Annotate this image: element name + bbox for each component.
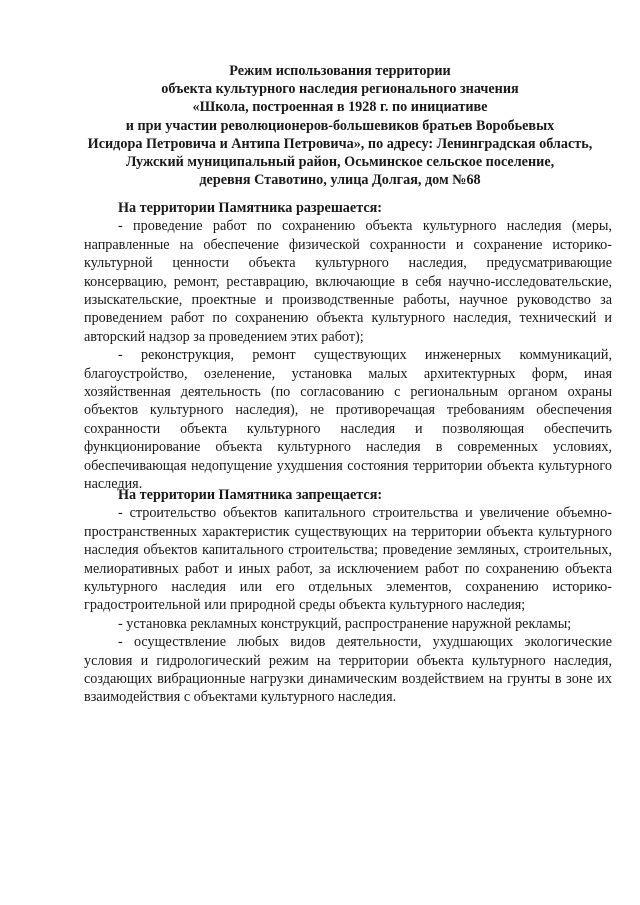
forbidden-item: - осуществление любых видов деятельности, ухудшающих экологические условия и гидрологический режим на территории объекта культурного наследия, создающих вибрационные нагрузки динамическим воздействием на грунты в зоне их взаимодействия с объектами культурного наследия. — [84, 634, 612, 706]
title-line: Режим использования территории — [229, 63, 451, 79]
allowed-section — [84, 199, 612, 494]
title-line: объекта культурного наследия регионального значения — [161, 81, 519, 98]
allowed-heading: На территории Памятника разрешается: — [118, 200, 383, 216]
title-line: «Школа, построенная в 1928 г. по инициативе — [192, 99, 488, 116]
title-line: Исидора Петровича и Антипа Петровича», по адресу: Ленинградская область, — [87, 135, 593, 152]
allowed-item: - реконструкция, ремонт существующих инженерных коммуникаций, благоустройство, озеленение, установка малых архитектурных форм, иная хозяйственная деятельность (по согласованию с региональным органом охраны объектов культурного наследия), не противоречащая требованиям обеспечения сохранности объекта культурного наследия и позволяющая обеспечить функционирование объекта культурного наследия в современных условиях, обеспечивающая недопущение ухудшения состояния территории объекта культурного наследия. — [84, 347, 612, 493]
forbidden-item: - строительство объектов капитального строительства и увеличение объемно-пространственных характеристик существующих на территории объекта культурного наследия объектов капитального строительства; проведение земляных, строительных, мелиоративных работ и иных работ, за исключением работ по сохранению объекта культурного наследия или его отдельных элементов, сохранению историко-градостроительной или природной среды объекта культурного наследия; — [84, 505, 612, 614]
title-line: и при участии революционеров-большевиков братьев Воробьевых — [125, 117, 555, 134]
forbidden-item: - установка рекламных конструкций, распространение наружной рекламы; — [118, 615, 572, 632]
document-title — [70, 62, 610, 189]
forbidden-section — [84, 486, 612, 707]
forbidden-heading: На территории Памятника запрещается: — [118, 487, 383, 503]
title-line: Лужский муниципальный район, Осьминское сельское поселение, — [125, 154, 555, 171]
allowed-item: - проведение работ по сохранению объекта культурного наследия (меры, направленные на обеспечение физической сохранности и сохранение историко-культурной ценности объекта культурного наследия, предусматривающие консервацию, ремонт, реставрацию, включающие в себя научно-исследовательские, изыскательские, проектные и производственные работы, научное руководство за проведением работ по сохранению объекта культурного наследия, технический и авторский надзор за проведением этих работ); — [84, 218, 612, 345]
title-line: деревня Ставотино, улица Долгая, дом №68 — [199, 172, 481, 189]
